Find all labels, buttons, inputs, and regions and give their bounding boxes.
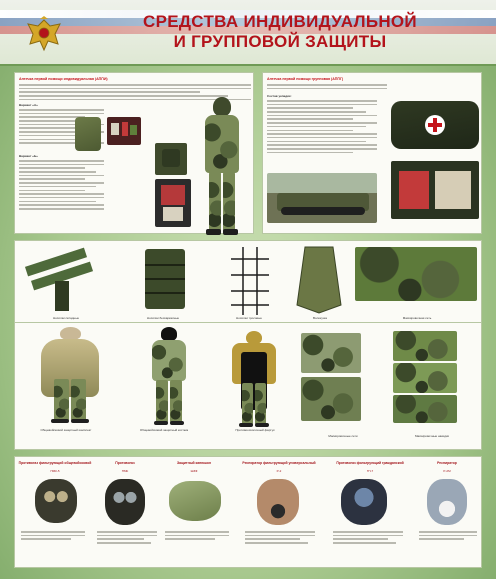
kit-contents-image [107, 117, 141, 145]
composition-label: Состав укладки: [267, 94, 292, 98]
group-kit-open-image [391, 161, 479, 219]
vehicle-net-image-2 [301, 377, 361, 421]
vehicle-net-image-4 [393, 363, 457, 393]
gas-mask-icon [341, 479, 387, 525]
mask-description-5 [333, 531, 403, 546]
suit-caption-5: Маскировочные накидки [414, 434, 450, 438]
variant-a-label: Вариант «А» [19, 103, 38, 107]
group-first-aid-panel [262, 72, 482, 234]
drag-sled-image [291, 245, 347, 315]
stretcher-caption-4: Волокуша [313, 316, 327, 320]
vehicle-evacuation-image [267, 173, 377, 223]
mask-heading-1: Противогаз фильтрующий общевойсковой [18, 461, 92, 465]
mask-code-3: ШЗФ [190, 469, 198, 473]
camouflage-cloak-image [35, 327, 105, 423]
vehicle-net-image-5 [393, 395, 457, 423]
protective-suit-image [141, 327, 197, 425]
mask-description-6 [419, 531, 477, 542]
gas-mask-icon [35, 479, 77, 523]
kit-pouch-image [75, 117, 101, 151]
eagle-emblem-icon [24, 16, 64, 54]
mask-description-1 [21, 531, 85, 542]
kit-opened-image [155, 179, 191, 227]
mask-code-4: Р-2 [276, 469, 282, 473]
mask-code-1: ПМК-5 [50, 469, 60, 473]
stretchers-panel [14, 240, 482, 328]
group-kit-bag-image [391, 101, 479, 149]
camouflage-net-image [355, 247, 477, 301]
rope-stretcher-image [225, 245, 275, 317]
gas-masks-panel [14, 456, 482, 568]
protective-suits-panel [14, 322, 482, 450]
frameless-stretcher-image [135, 245, 195, 315]
apron-image [227, 331, 281, 427]
mask-heading-3: Защитный капюшон [176, 461, 212, 465]
kit-bag-image [155, 143, 187, 175]
header-band [0, 0, 496, 66]
vehicle-net-image-1 [301, 333, 361, 373]
mask-code-5: ГП-7 [366, 469, 374, 473]
respirator-icon [257, 479, 299, 525]
suit-caption-1: Общевойсковой защитный комплект [40, 428, 92, 432]
respirator-icon [427, 479, 467, 525]
vehicle-net-image-3 [393, 331, 457, 361]
stretcher-caption-5: Маскировочная сеть [402, 316, 432, 320]
suit-caption-2: Общевойсковой защитный костюм [139, 428, 189, 432]
suit-caption-4: Маскировочные сети [328, 434, 358, 438]
gas-mask-icon [105, 479, 145, 525]
mask-heading-6: Респиратор [437, 461, 457, 465]
stretcher-caption-1: Носилки складные [52, 316, 80, 320]
individual-kit-heading: Аптечка первой помощи индивидуальная (АППИ) [19, 77, 108, 81]
mask-description-2 [97, 531, 157, 546]
mask-description-4 [245, 531, 315, 546]
folding-stretcher-image [21, 247, 105, 313]
mask-description-3 [165, 531, 229, 542]
soldier-image [193, 97, 251, 235]
mask-heading-2: Противогаз [115, 461, 135, 465]
suit-caption-3: Противоосколочный фартук [235, 428, 275, 432]
stretcher-caption-3: Носилки тросовые [236, 316, 262, 320]
page-title: СРЕДСТВА ИНДИВИДУАЛЬНОЙ И ГРУППОВОЙ ЗАЩИТЫ [143, 12, 417, 51]
mask-code-2: ПМК [121, 469, 129, 473]
mask-heading-4: Респиратор фильтрующий универсальный [242, 461, 316, 465]
individual-first-aid-panel [14, 72, 254, 234]
group-kit-heading: Аптечка первой помощи групповая (АППГ) [267, 77, 344, 81]
stretcher-caption-2: Носилки бескаркасные [146, 316, 180, 320]
mask-heading-5: Противогаз фильтрующий гражданский [336, 461, 404, 465]
mask-code-6: Р-2М [443, 469, 451, 473]
protective-hood-icon [169, 481, 221, 521]
variant-b-label: Вариант «Б» [19, 154, 38, 158]
